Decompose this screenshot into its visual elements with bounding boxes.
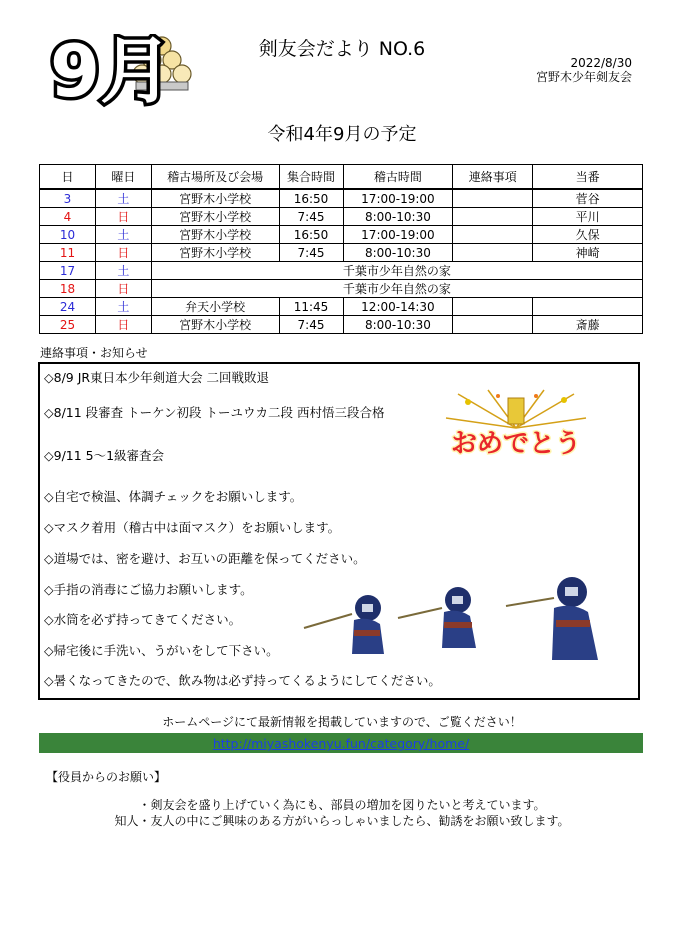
table-row xyxy=(40,244,643,262)
practice-cell: 12:00-14:30 xyxy=(343,298,453,316)
schedule-header-row xyxy=(40,165,643,190)
weekday-cell: 土 xyxy=(95,226,151,244)
duty-cell: 久保 xyxy=(533,226,643,244)
venue-cell: 宮野木小学校 xyxy=(151,316,279,334)
notice-item: ◇水筒を必ず持ってきてください。 xyxy=(44,612,242,627)
notices-heading: 連絡事項・お知らせ xyxy=(40,346,148,360)
day-cell: 18 xyxy=(40,280,96,298)
notice-item: ◇マスク着用（稽古中は面マスク）をお願いします。 xyxy=(44,520,341,535)
notice-item: ◇8/11 段審査 トーケン初段 トーユウカ二段 西村悟三段合格 xyxy=(44,405,385,420)
assembly-cell: 7:45 xyxy=(279,208,343,226)
congratulations-graphic xyxy=(438,388,594,474)
notice-item: ◇8/9 JR東日本少年剣道大会 二回戦敗退 xyxy=(44,370,270,385)
practice-cell: 8:00-10:30 xyxy=(343,244,453,262)
assembly-cell: 16:50 xyxy=(279,189,343,208)
venue-cell: 宮野木小学校 xyxy=(151,208,279,226)
notes-cell xyxy=(453,226,533,244)
table-row xyxy=(40,226,643,244)
table-row xyxy=(40,262,643,280)
notes-cell xyxy=(453,298,533,316)
column-header: 集合時間 xyxy=(279,165,343,190)
table-row xyxy=(40,280,643,298)
column-header: 日 xyxy=(40,165,96,190)
weekday-cell: 土 xyxy=(95,262,151,280)
practice-cell: 8:00-10:30 xyxy=(343,316,453,334)
notices-box xyxy=(38,362,640,700)
assembly-cell: 7:45 xyxy=(279,316,343,334)
newsletter-title: 剣友会だより NO.6 xyxy=(258,38,426,60)
homepage-link[interactable]: http://miyashokenyu.fun/category/home/ xyxy=(212,736,470,751)
issue-date: 2022/8/30 xyxy=(570,56,632,70)
day-cell: 10 xyxy=(40,226,96,244)
notes-cell xyxy=(453,316,533,334)
table-row xyxy=(40,316,643,334)
column-header: 当番 xyxy=(533,165,643,190)
notes-cell xyxy=(453,189,533,208)
kendo-player-3 xyxy=(506,577,598,660)
table-row xyxy=(40,208,643,226)
assembly-cell: 11:45 xyxy=(279,298,343,316)
table-row xyxy=(40,189,643,208)
duty-cell: 斎藤 xyxy=(533,316,643,334)
column-header: 曜日 xyxy=(95,165,151,190)
homepage-message: ホームページにて最新情報を掲載していますので、ご覧ください！ xyxy=(162,715,522,729)
day-cell: 24 xyxy=(40,298,96,316)
organization-name: 宮野木少年剣友会 xyxy=(535,70,632,84)
congrats-text: おめでとう xyxy=(450,429,582,459)
kendo-player-1 xyxy=(304,595,384,654)
merged-venue-cell: 千葉市少年自然の家 xyxy=(151,280,642,298)
notes-cell xyxy=(453,244,533,262)
practice-cell: 17:00-19:00 xyxy=(343,226,453,244)
day-cell: 3 xyxy=(40,189,96,208)
homepage-link-bar xyxy=(39,733,643,753)
venue-cell: 宮野木小学校 xyxy=(151,226,279,244)
weekday-cell: 土 xyxy=(95,189,151,208)
notice-item: ◇自宅で検温、体調チェックをお願いします。 xyxy=(44,489,303,504)
kendo-players-icon xyxy=(302,568,628,668)
column-header: 稽古時間 xyxy=(343,165,453,190)
kendo-players-illustration xyxy=(302,568,628,668)
notes-cell xyxy=(453,208,533,226)
request-line: ・剣友会を盛り上げていく為にも、部員の増加を図りたいと考えています。 xyxy=(138,798,546,812)
weekday-cell: 日 xyxy=(95,316,151,334)
notice-item: ◇道場では、密を避け、お互いの距離を保ってください。 xyxy=(44,551,366,566)
day-cell: 11 xyxy=(40,244,96,262)
notice-item: ◇帰宅後に手洗い、うがいをして下さい。 xyxy=(44,643,279,658)
kendo-player-2 xyxy=(398,587,476,648)
column-header: 稽古場所及び会場 xyxy=(151,165,279,190)
assembly-cell: 7:45 xyxy=(279,244,343,262)
venue-cell: 宮野木小学校 xyxy=(151,189,279,208)
notice-item: ◇暑くなってきたので、飲み物は必ず持ってくるようにしてください。 xyxy=(44,673,441,688)
merged-venue-cell: 千葉市少年自然の家 xyxy=(151,262,642,280)
logo-text: 9月 xyxy=(50,34,173,113)
duty-cell xyxy=(533,298,643,316)
practice-cell: 8:00-10:30 xyxy=(343,208,453,226)
assembly-cell: 16:50 xyxy=(279,226,343,244)
table-row xyxy=(40,298,643,316)
schedule-table xyxy=(39,164,643,334)
issue-info xyxy=(536,56,632,84)
practice-cell: 17:00-19:00 xyxy=(343,189,453,208)
day-cell: 4 xyxy=(40,208,96,226)
request-line: 知人・友人の中にご興味のある方がいらっしゃいましたら、勧誘をお願い致します。 xyxy=(114,814,570,828)
column-header: 連絡事項 xyxy=(453,165,533,190)
duty-cell: 平川 xyxy=(533,208,643,226)
weekday-cell: 土 xyxy=(95,298,151,316)
weekday-cell: 日 xyxy=(95,244,151,262)
venue-cell: 弁天小学校 xyxy=(151,298,279,316)
request-heading: 【役員からのお願い】 xyxy=(46,770,167,784)
day-cell: 25 xyxy=(40,316,96,334)
day-cell: 17 xyxy=(40,262,96,280)
weekday-cell: 日 xyxy=(95,280,151,298)
notice-item: ◇手指の消毒にご協力お願いします。 xyxy=(44,582,253,597)
duty-cell: 菅谷 xyxy=(533,189,643,208)
venue-cell: 宮野木小学校 xyxy=(151,244,279,262)
weekday-cell: 日 xyxy=(95,208,151,226)
schedule-title: 令和4年9月の予定 xyxy=(267,124,417,145)
congratulations-icon xyxy=(438,388,594,474)
duty-cell: 神崎 xyxy=(533,244,643,262)
notice-item: ◇9/11 5～1級審査会 xyxy=(44,448,165,463)
